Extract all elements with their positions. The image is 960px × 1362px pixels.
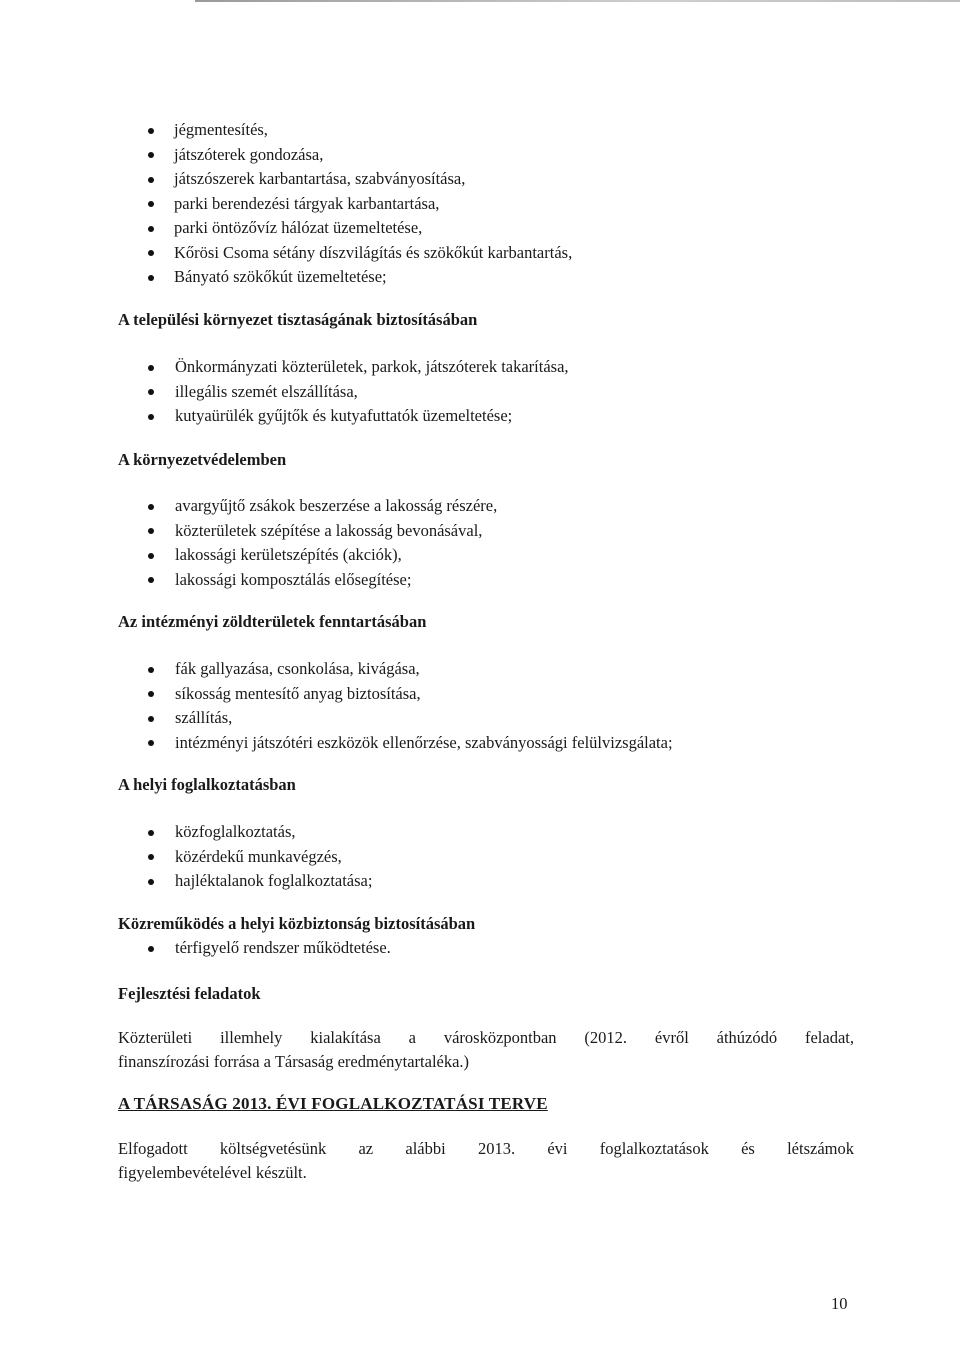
list-item: parki berendezési tárgyak karbantartása, bbox=[118, 192, 858, 217]
section-bullet-list bbox=[118, 494, 858, 592]
list-item: Önkormányzati közterületek, parkok, játszóterek takarítása, bbox=[118, 355, 858, 380]
bullet-icon bbox=[148, 128, 154, 134]
bullet-icon bbox=[148, 226, 154, 232]
bullet-icon bbox=[148, 879, 154, 885]
section-bullet-list bbox=[118, 820, 858, 894]
page-number: 10 bbox=[831, 1294, 848, 1313]
list-item: jégmentesítés, bbox=[118, 118, 858, 143]
bullet-icon bbox=[148, 275, 154, 281]
bullet-icon bbox=[148, 152, 154, 158]
bullet-icon bbox=[148, 830, 154, 836]
list-item: hajléktalanok foglalkoztatása; bbox=[118, 869, 858, 894]
list-item: illegális szemét elszállítása, bbox=[118, 380, 858, 405]
bullet-icon bbox=[148, 740, 154, 746]
list-item: avargyűjtő zsákok beszerzése a lakosság részére, bbox=[118, 494, 858, 519]
bullet-icon bbox=[148, 528, 154, 534]
development-paragraph bbox=[118, 1026, 854, 1074]
paragraph-line: Elfogadott költségvetésünk az alábbi 2013. évi foglalkoztatások és létszámok bbox=[118, 1139, 854, 1158]
section-bullet-list bbox=[118, 657, 858, 755]
bullet-icon bbox=[148, 667, 154, 673]
list-item: síkosság mentesítő anyag biztosítása, bbox=[118, 682, 858, 707]
list-item: térfigyelő rendszer működtetése. bbox=[118, 936, 858, 961]
paragraph-line: figyelembevételével készült. bbox=[118, 1163, 307, 1182]
section-heading: A települési környezet tisztaságának biztosításában bbox=[118, 310, 478, 329]
list-item: közterületek szépítése a lakosság bevonásával, bbox=[118, 519, 858, 544]
list-item: kutyaürülék gyűjtők és kutyafuttatók üzemeltetése; bbox=[118, 404, 858, 429]
bullet-icon bbox=[148, 577, 154, 583]
development-heading: Fejlesztési feladatok bbox=[118, 984, 261, 1003]
list-item: Bányató szökőkút üzemeltetése; bbox=[118, 265, 858, 290]
section-heading: A környezetvédelemben bbox=[118, 450, 287, 469]
bullet-icon bbox=[148, 250, 154, 256]
scan-edge-line bbox=[195, 0, 960, 2]
bullet-icon bbox=[148, 177, 154, 183]
list-item: játszóterek gondozása, bbox=[118, 143, 858, 168]
intro-bullet-list bbox=[118, 118, 858, 290]
section-bullet-list bbox=[118, 936, 858, 961]
section-heading: Az intézményi zöldterületek fenntartásában bbox=[118, 612, 427, 631]
list-item: közérdekű munkavégzés, bbox=[118, 845, 858, 870]
bullet-icon bbox=[148, 716, 154, 722]
bullet-icon bbox=[148, 414, 154, 420]
list-item: Kőrösi Csoma sétány díszvilágítás és szökőkút karbantartás, bbox=[118, 241, 858, 266]
list-item: intézményi játszótéri eszközök ellenőrzése, szabványossági felülvizsgálata; bbox=[118, 731, 858, 756]
section-heading: A helyi foglalkoztatásban bbox=[118, 775, 296, 794]
list-item: lakossági komposztálás elősegítése; bbox=[118, 568, 858, 593]
list-item: szállítás, bbox=[118, 706, 858, 731]
section-heading: Közreműködés a helyi közbiztonság biztosításában bbox=[118, 914, 476, 933]
bullet-icon bbox=[148, 691, 154, 697]
list-item: játszószerek karbantartása, szabványosítása, bbox=[118, 167, 858, 192]
bullet-icon bbox=[148, 365, 154, 371]
bullet-icon bbox=[148, 553, 154, 559]
bullet-icon bbox=[148, 201, 154, 207]
paragraph-line: Közterületi illemhely kialakítása a városközpontban (2012. évről áthúzódó feladat, bbox=[118, 1028, 854, 1047]
bullet-icon bbox=[148, 946, 154, 952]
plan-paragraph bbox=[118, 1137, 854, 1185]
list-item: fák gallyazása, csonkolása, kivágása, bbox=[118, 657, 858, 682]
bullet-icon bbox=[148, 389, 154, 395]
list-item: lakossági kerületszépítés (akciók), bbox=[118, 543, 858, 568]
list-item: közfoglalkoztatás, bbox=[118, 820, 858, 845]
bullet-icon bbox=[148, 504, 154, 510]
list-item: parki öntözővíz hálózat üzemeltetése, bbox=[118, 216, 858, 241]
section-bullet-list bbox=[118, 355, 858, 429]
paragraph-line: finanszírozási forrása a Társaság eredménytartaléka.) bbox=[118, 1052, 470, 1071]
bullet-icon bbox=[148, 854, 154, 860]
plan-title: A TÁRSASÁG 2013. ÉVI FOGLALKOZTATÁSI TERVE bbox=[118, 1094, 548, 1113]
